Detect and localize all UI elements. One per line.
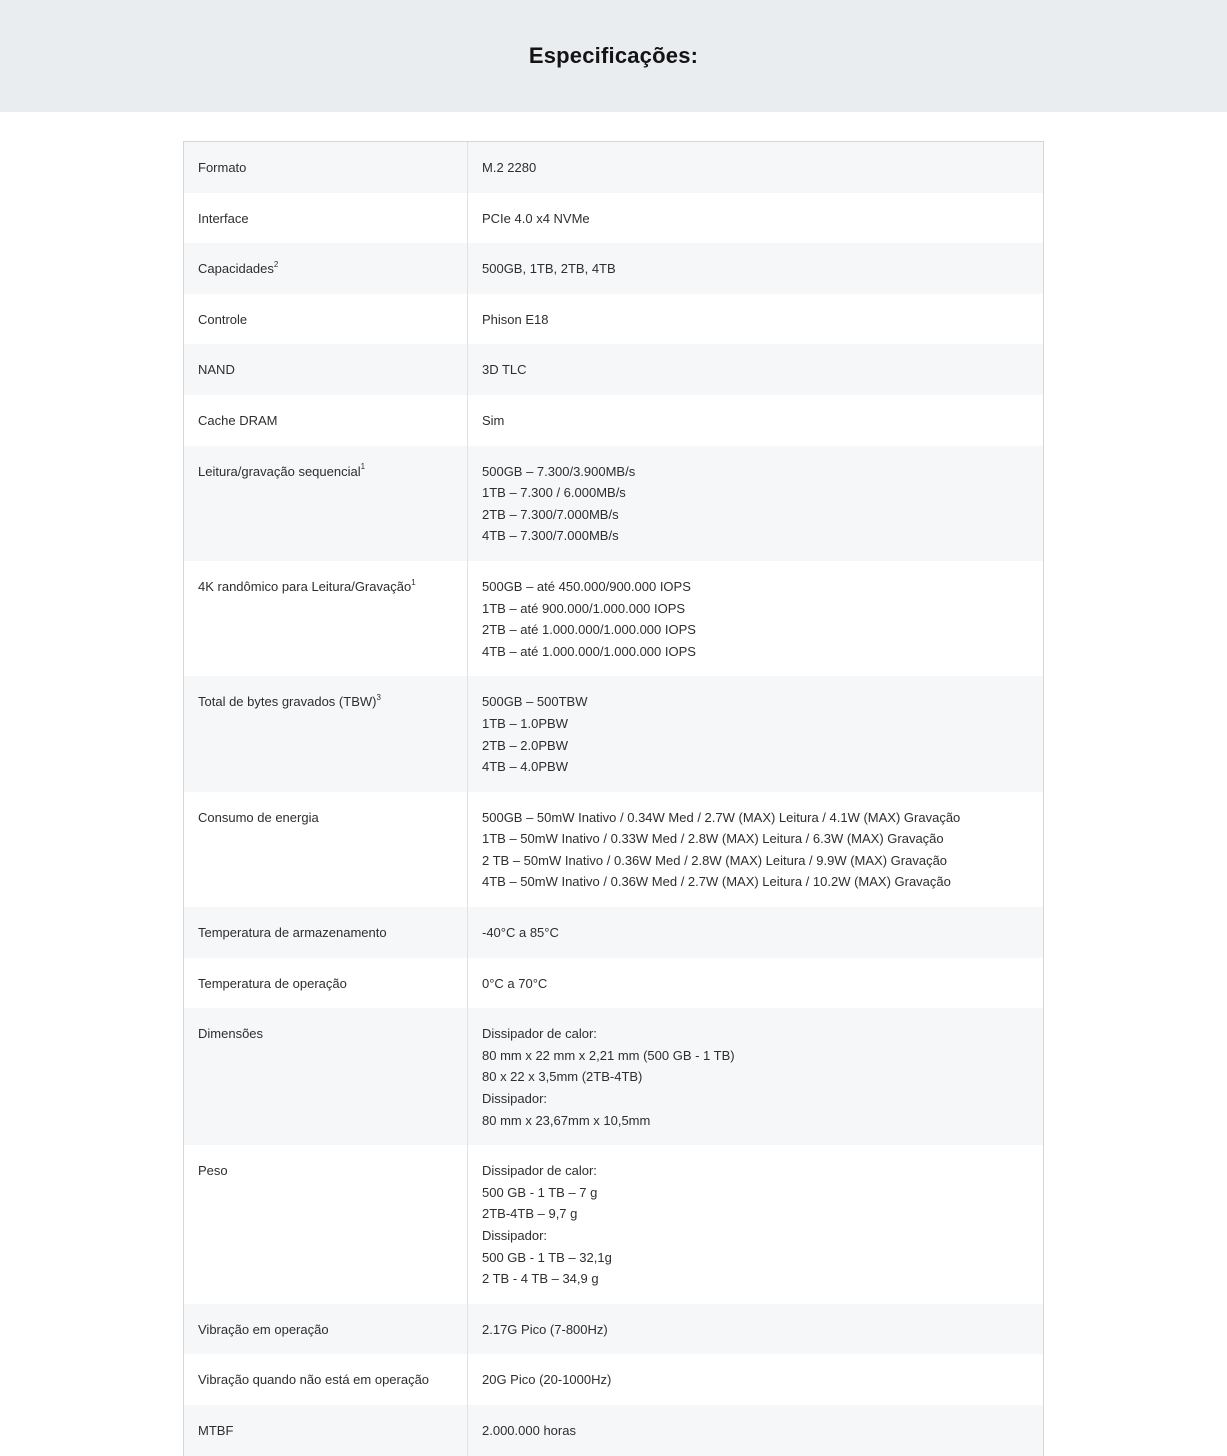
spec-label-cell <box>184 243 468 294</box>
spec-row <box>184 1008 1043 1145</box>
spec-value-line: 2.17G Pico (7-800Hz) <box>482 1321 608 1337</box>
spec-value-cell <box>468 1145 1044 1304</box>
spec-label: Peso <box>198 1163 228 1179</box>
spec-label: Temperatura de armazenamento <box>198 925 387 941</box>
spec-label-cell <box>184 958 468 1009</box>
spec-label: Controle <box>198 311 248 327</box>
spec-row <box>184 561 1043 676</box>
spec-value-cell <box>468 1008 1044 1145</box>
spec-value-cell <box>468 446 1044 561</box>
spec-value-line: 80 x 22 x 3,5mm (2TB-4TB) <box>482 1069 643 1085</box>
footnote-marker: 1 <box>360 462 366 472</box>
spec-label: Vibração em operação <box>198 1321 329 1337</box>
spec-row <box>184 294 1043 345</box>
spec-label-cell <box>184 446 468 561</box>
spec-label: Interface <box>198 210 249 226</box>
spec-value-cell <box>468 907 1044 958</box>
spec-value-line: Phison E18 <box>482 311 549 327</box>
spec-value-line: PCIe 4.0 x4 NVMe <box>482 210 590 226</box>
spec-value-line: Dissipador: <box>482 1228 548 1243</box>
spec-label-cell <box>184 142 468 193</box>
spec-value-line: 4TB – até 1.000.000/1.000.000 IOPS <box>482 643 696 659</box>
spec-value-line: 2 TB – 50mW Inativo / 0.36W Med / 2.8W (MAX) Leitura / 9.9W (MAX) Gravação <box>482 852 948 868</box>
spec-label-cell <box>184 792 468 907</box>
footnote-marker: 2 <box>273 259 279 269</box>
spec-label: Total de bytes gravados (TBW) <box>198 694 377 710</box>
spec-row <box>184 676 1043 791</box>
spec-value-line: 1TB – 7.300 / 6.000MB/s <box>482 485 626 501</box>
spec-value-line: 4TB – 50mW Inativo / 0.36W Med / 2.7W (MAX) Leitura / 10.2W (MAX) Gravação <box>482 874 951 890</box>
spec-value-cell <box>468 561 1044 676</box>
spec-value-line: 2TB – 2.0PBW <box>482 737 568 753</box>
spec-value-cell <box>468 142 1044 193</box>
spec-value-line: 2TB – 7.300/7.000MB/s <box>482 506 619 522</box>
spec-label: MTBF <box>198 1422 234 1438</box>
spec-value-line: 1TB – 50mW Inativo / 0.33W Med / 2.8W (MAX) Leitura / 6.3W (MAX) Gravação <box>482 831 944 847</box>
spec-value-cell <box>468 1354 1044 1405</box>
spec-value-line: M.2 2280 <box>482 160 537 175</box>
spec-value-line: 2.000.000 horas <box>482 1422 576 1438</box>
spec-row <box>184 1354 1043 1405</box>
spec-label-cell <box>184 907 468 958</box>
spec-row <box>184 1304 1043 1355</box>
spec-value-line: 500GB – 50mW Inativo / 0.34W Med / 2.7W (MAX) Leitura / 4.1W (MAX) Gravação <box>482 809 961 825</box>
spec-value-line: 500GB – até 450.000/900.000 IOPS <box>482 578 691 594</box>
spec-label: Temperatura de operação <box>198 975 347 991</box>
spec-value-cell <box>468 294 1044 345</box>
spec-value-line: 4TB – 7.300/7.000MB/s <box>482 528 619 544</box>
spec-label: NAND <box>198 362 235 378</box>
spec-value-line: 2 TB - 4 TB – 34,9 g <box>482 1271 599 1287</box>
spec-value-line: 80 mm x 23,67mm x 10,5mm <box>482 1112 651 1128</box>
specs-table-body <box>184 142 1043 1456</box>
spec-value-cell <box>468 676 1044 791</box>
spec-value-line: Dissipador: <box>482 1091 548 1107</box>
spec-value-line: 0°C a 70°C <box>482 975 548 991</box>
spec-label-cell <box>184 395 468 446</box>
specs-table <box>184 142 1043 1456</box>
spec-row <box>184 958 1043 1009</box>
spec-label-cell <box>184 294 468 345</box>
footnote-marker: 1 <box>411 577 416 587</box>
spec-label: Formato <box>198 160 247 175</box>
spec-value-cell <box>468 243 1044 294</box>
spec-value-cell <box>468 344 1044 395</box>
spec-value-line: 3D TLC <box>482 362 527 378</box>
spec-value-line: 500 GB - 1 TB – 32,1g <box>482 1249 612 1265</box>
spec-label-cell <box>184 193 468 244</box>
spec-label-cell <box>184 344 468 395</box>
spec-label-cell <box>184 1354 468 1405</box>
spec-row <box>184 344 1043 395</box>
spec-value-line: 20G Pico (20-1000Hz) <box>482 1372 612 1388</box>
spec-value-line: 1TB – 1.0PBW <box>482 715 568 731</box>
page-title: Especificações: <box>528 43 699 68</box>
spec-value-line: 2TB-4TB – 9,7 g <box>482 1206 578 1222</box>
specs-table-container <box>183 141 1044 1456</box>
spec-value-line: 2TB – até 1.000.000/1.000.000 IOPS <box>482 622 696 638</box>
spec-label: Consumo de energia <box>198 809 319 825</box>
spec-value-cell <box>468 958 1044 1009</box>
footnote-marker: 3 <box>376 692 381 702</box>
spec-row <box>184 446 1043 561</box>
spec-value-cell <box>468 193 1044 244</box>
spec-row <box>184 792 1043 907</box>
spec-value-cell <box>468 395 1044 446</box>
spec-value-cell <box>468 792 1044 907</box>
spec-value-line: 500 GB - 1 TB – 7 g <box>482 1184 598 1200</box>
spec-label: Vibração quando não está em operação <box>198 1372 430 1388</box>
spec-value-line: 4TB – 4.0PBW <box>482 759 568 775</box>
spec-row <box>184 193 1043 244</box>
spec-value-line: Dissipador de calor: <box>482 1026 597 1042</box>
spec-value-line: 1TB – até 900.000/1.000.000 IOPS <box>482 600 686 616</box>
spec-label: Leitura/gravação sequencial <box>198 463 361 479</box>
spec-label: Cache DRAM <box>198 412 278 428</box>
spec-value-cell <box>468 1304 1044 1355</box>
spec-row <box>184 142 1043 193</box>
spec-label: Dimensões <box>198 1026 264 1042</box>
spec-label-cell <box>184 1008 468 1145</box>
spec-value-line: 500GB – 500TBW <box>482 694 588 710</box>
spec-value-line: 80 mm x 22 mm x 2,21 mm (500 GB - 1 TB) <box>482 1047 735 1063</box>
spec-label-cell <box>184 1304 468 1355</box>
spec-row <box>184 395 1043 446</box>
spec-value-line: -40°C a 85°C <box>482 925 559 941</box>
spec-row <box>184 243 1043 294</box>
spec-label: Capacidades <box>198 261 274 277</box>
spec-row <box>184 907 1043 958</box>
spec-value-line: 500GB, 1TB, 2TB, 4TB <box>482 261 616 277</box>
spec-label-cell <box>184 676 468 791</box>
spec-value-line: 500GB – 7.300/3.900MB/s <box>482 463 636 479</box>
spec-label-cell <box>184 1145 468 1304</box>
spec-value-line: Sim <box>482 412 505 428</box>
page-header <box>0 0 1227 112</box>
spec-row <box>184 1145 1043 1304</box>
spec-label: 4K randômico para Leitura/Gravação <box>198 578 412 594</box>
spec-value-line: Dissipador de calor: <box>482 1163 597 1179</box>
spec-label-cell <box>184 561 468 676</box>
